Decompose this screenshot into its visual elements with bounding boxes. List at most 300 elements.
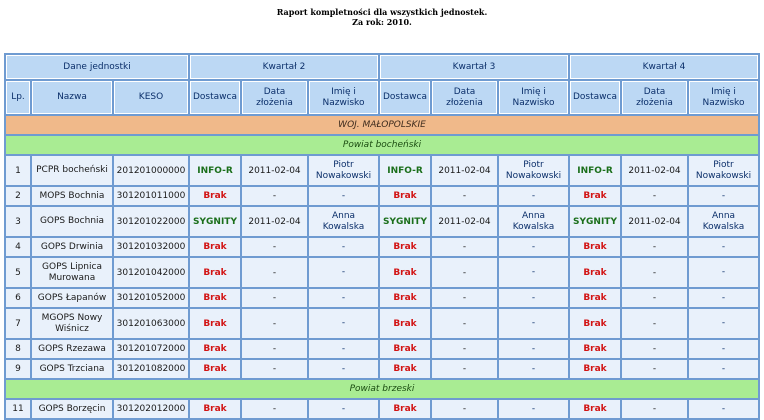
- unit-name-cell-text: GOPS Bochnia: [39, 216, 105, 226]
- person-cell: [499, 238, 568, 256]
- date-cell-text: 2011-02-04: [438, 216, 491, 227]
- supplier-cell: [380, 187, 430, 205]
- person-cell: [499, 400, 568, 418]
- lp-cell-text: 3: [15, 216, 21, 227]
- date-cell-text: -: [462, 293, 467, 303]
- header-dostawca: [570, 81, 620, 114]
- unit-name-cell-text: GOPS Rzezawa: [38, 343, 106, 354]
- header-dostawca-text: Dostawca: [383, 92, 427, 102]
- powiat-row: [6, 380, 758, 398]
- date-cell: [622, 258, 687, 287]
- person-cell: [689, 258, 758, 287]
- header-keso: [114, 81, 188, 114]
- person-cell: [499, 309, 568, 338]
- date-cell-text: 2011-02-04: [248, 165, 301, 176]
- unit-name-cell: [32, 289, 112, 307]
- date-cell-text: -: [272, 318, 277, 329]
- date-cell: [622, 340, 687, 358]
- supplier-cell-text: Brak: [203, 318, 227, 329]
- date-cell-text: -: [272, 293, 277, 303]
- header-imie-nazwisko: [309, 81, 378, 114]
- table-row: [6, 400, 758, 418]
- supplier-cell: [380, 309, 430, 338]
- supplier-cell: [190, 400, 240, 418]
- person-cell-text: -: [721, 363, 726, 374]
- person-cell-text: Kowalska: [512, 221, 555, 232]
- supplier-cell: [190, 238, 240, 256]
- person-cell: [309, 400, 378, 418]
- table-body: [6, 116, 758, 418]
- region-label: [6, 116, 758, 134]
- keso-cell-text: 301202012000: [116, 404, 186, 414]
- region-row: [6, 116, 758, 134]
- completeness-table: [4, 53, 760, 420]
- supplier-cell-text: SYGNITY: [383, 216, 427, 227]
- header-data-zlozenia-text: złożenia: [636, 97, 673, 108]
- header-lp: [6, 81, 30, 114]
- lp-cell-text: 1: [15, 165, 21, 176]
- header-data-zlozenia-text: złożenia: [446, 97, 483, 108]
- table-row: [6, 207, 758, 236]
- person-cell-text: Piotr: [523, 159, 544, 170]
- unit-name-cell: [32, 207, 112, 236]
- header-data-zlozenia-text: złożenia: [256, 97, 293, 108]
- region-label-text: WOJ. MAŁOPOLSKIE: [338, 120, 426, 130]
- header-data-zlozenia-text: Data: [643, 86, 666, 97]
- keso-cell-text: 301201052000: [116, 293, 186, 303]
- header-dostawca: [190, 81, 240, 114]
- supplier-cell: [570, 360, 620, 378]
- person-cell: [499, 340, 568, 358]
- supplier-cell-text: Brak: [583, 267, 607, 278]
- supplier-cell-text: INFO-R: [387, 165, 423, 176]
- keso-cell: [114, 289, 188, 307]
- table-row: [6, 238, 758, 256]
- supplier-cell-text: Brak: [393, 267, 417, 278]
- keso-cell-text: 301201072000: [116, 344, 186, 354]
- person-cell-text: Anna: [521, 210, 546, 221]
- person-cell-text: -: [531, 241, 536, 252]
- person-cell-text: -: [531, 403, 536, 414]
- person-cell-text: Nowakowski: [695, 170, 752, 181]
- person-cell-text: -: [721, 292, 726, 303]
- date-cell: [432, 309, 497, 338]
- person-cell: [499, 289, 568, 307]
- person-cell: [309, 360, 378, 378]
- date-cell-text: 2011-02-04: [438, 165, 491, 176]
- header-data-zlozenia-text: Data: [453, 86, 476, 97]
- person-cell-text: -: [341, 403, 346, 414]
- header-imie-nazwisko-text: Imię i: [711, 86, 736, 97]
- keso-cell: [114, 207, 188, 236]
- unit-name-cell: [32, 360, 112, 378]
- supplier-cell-text: INFO-R: [577, 165, 613, 176]
- lp-cell: [6, 309, 30, 338]
- header-imie-nazwisko-text: Nazwisko: [512, 97, 555, 108]
- date-cell: [622, 400, 687, 418]
- lp-cell: [6, 258, 30, 287]
- date-cell: [622, 156, 687, 185]
- header-dostawca: [380, 81, 430, 114]
- supplier-cell: [190, 207, 240, 236]
- supplier-cell: [380, 289, 430, 307]
- supplier-cell: [570, 156, 620, 185]
- supplier-cell: [190, 258, 240, 287]
- date-cell-text: -: [272, 344, 277, 354]
- header-imie-nazwisko: [689, 81, 758, 114]
- table-row: [6, 360, 758, 378]
- unit-name-cell: [32, 258, 112, 287]
- person-cell-text: -: [341, 241, 346, 252]
- person-cell-text: -: [341, 363, 346, 374]
- supplier-cell: [570, 207, 620, 236]
- date-cell: [432, 207, 497, 236]
- person-cell-text: -: [721, 403, 726, 414]
- person-cell-text: -: [531, 267, 536, 277]
- supplier-cell-text: Brak: [203, 364, 227, 374]
- lp-cell: [6, 340, 30, 358]
- person-cell: [499, 360, 568, 378]
- table-row: [6, 258, 758, 287]
- supplier-cell: [570, 238, 620, 256]
- keso-cell-text: 301201082000: [116, 364, 186, 374]
- person-cell-text: -: [721, 318, 726, 328]
- table-row: [6, 340, 758, 358]
- header-imie-nazwisko-text: Imię i: [521, 86, 546, 97]
- lp-cell-text: 5: [15, 267, 21, 278]
- supplier-cell: [570, 340, 620, 358]
- date-cell: [432, 340, 497, 358]
- supplier-cell: [190, 187, 240, 205]
- supplier-cell-text: SYGNITY: [573, 216, 617, 227]
- lp-cell: [6, 156, 30, 185]
- supplier-cell-text: Brak: [203, 344, 227, 354]
- keso-cell: [114, 340, 188, 358]
- supplier-cell-text: Brak: [203, 267, 227, 278]
- person-cell-text: -: [341, 190, 346, 201]
- person-cell-text: Piotr: [713, 159, 734, 170]
- lp-cell-text: 6: [15, 293, 21, 303]
- header-quarter-3: Kwartał 3: [380, 55, 568, 79]
- person-cell-text: Anna: [331, 210, 356, 221]
- date-cell-text: -: [272, 267, 277, 278]
- person-cell: [309, 309, 378, 338]
- header-nazwa: [32, 81, 112, 114]
- date-cell-text: -: [462, 318, 467, 329]
- supplier-cell: [380, 207, 430, 236]
- header-quarter-4: Kwartał 4: [570, 55, 758, 79]
- date-cell-text: -: [272, 364, 277, 374]
- person-cell: [309, 289, 378, 307]
- date-cell-text: 2011-02-04: [628, 165, 681, 176]
- supplier-cell: [190, 360, 240, 378]
- person-cell-text: -: [721, 267, 726, 277]
- table-row: [6, 187, 758, 205]
- date-cell: [432, 156, 497, 185]
- header-nazwa-text: Nazwa: [57, 92, 87, 102]
- unit-name-cell-text: GOPS Łapanów: [37, 292, 107, 303]
- person-cell: [689, 238, 758, 256]
- header-unit-data: Dane jednostki: [6, 55, 188, 79]
- person-cell: [689, 289, 758, 307]
- report-title: [0, 7, 764, 27]
- date-cell: [242, 289, 307, 307]
- unit-name-cell-text: PCPR bocheński: [36, 165, 108, 175]
- person-cell-text: Kowalska: [322, 221, 365, 232]
- unit-name-cell: [32, 400, 112, 418]
- supplier-cell: [570, 400, 620, 418]
- table-row: [6, 156, 758, 185]
- lp-cell: [6, 360, 30, 378]
- date-cell: [242, 360, 307, 378]
- unit-name-cell-text: MOPS Bochnia: [39, 190, 105, 201]
- date-cell-text: -: [462, 191, 467, 201]
- unit-name-cell-text: GOPS Lipnica: [42, 261, 102, 272]
- supplier-cell: [190, 309, 240, 338]
- date-cell: [242, 238, 307, 256]
- header-data-zlozenia: [242, 81, 307, 114]
- person-cell: [689, 309, 758, 338]
- person-cell: [689, 156, 758, 185]
- person-cell: [689, 400, 758, 418]
- header-data-zlozenia-text: Data: [263, 86, 286, 97]
- lp-cell-text: 2: [15, 191, 21, 201]
- person-cell: [309, 207, 378, 236]
- person-cell-text: Anna: [711, 210, 736, 221]
- supplier-cell-text: Brak: [583, 191, 607, 201]
- date-cell-text: -: [652, 242, 657, 252]
- date-cell: [622, 309, 687, 338]
- header-data-zlozenia: [622, 81, 687, 114]
- person-cell: [309, 258, 378, 287]
- person-cell-text: -: [721, 241, 726, 252]
- person-cell-text: -: [531, 190, 536, 201]
- date-cell-text: -: [652, 293, 657, 303]
- date-cell: [242, 258, 307, 287]
- header-dostawca-text: Dostawca: [573, 92, 617, 102]
- person-cell: [499, 258, 568, 287]
- date-cell: [432, 400, 497, 418]
- date-cell: [432, 238, 497, 256]
- keso-cell: [114, 156, 188, 185]
- lp-cell: [6, 289, 30, 307]
- header-data-zlozenia: [432, 81, 497, 114]
- supplier-cell-text: Brak: [203, 191, 227, 201]
- supplier-cell-text: Brak: [203, 242, 227, 252]
- powiat-label: [6, 380, 758, 398]
- person-cell-text: Piotr: [333, 159, 354, 170]
- header-column-row: [6, 81, 758, 114]
- person-cell: [309, 187, 378, 205]
- date-cell-text: -: [462, 344, 467, 354]
- keso-cell: [114, 309, 188, 338]
- supplier-cell-text: Brak: [583, 318, 607, 329]
- supplier-cell: [190, 289, 240, 307]
- date-cell: [242, 340, 307, 358]
- keso-cell-text: 301201032000: [116, 242, 186, 252]
- keso-cell: [114, 238, 188, 256]
- lp-cell: [6, 207, 30, 236]
- powiat-label-text: Powiat brzeski: [349, 384, 415, 394]
- supplier-cell: [380, 360, 430, 378]
- supplier-cell-text: INFO-R: [197, 165, 233, 176]
- supplier-cell-text: Brak: [583, 293, 607, 303]
- header-imie-nazwisko: [499, 81, 568, 114]
- unit-name-cell-text: Murowana: [48, 272, 96, 283]
- supplier-cell-text: Brak: [583, 364, 607, 374]
- supplier-cell: [380, 258, 430, 287]
- lp-cell-text: 7: [15, 318, 21, 329]
- person-cell-text: -: [721, 343, 726, 354]
- person-cell: [309, 238, 378, 256]
- header-dostawca-text: Dostawca: [193, 92, 237, 102]
- date-cell-text: -: [272, 242, 277, 252]
- unit-name-cell: [32, 309, 112, 338]
- person-cell-text: -: [341, 267, 346, 277]
- unit-name-cell: [32, 238, 112, 256]
- supplier-cell: [380, 340, 430, 358]
- supplier-cell: [380, 400, 430, 418]
- person-cell-text: -: [531, 363, 536, 374]
- date-cell-text: -: [462, 364, 467, 374]
- date-cell-text: -: [272, 191, 277, 201]
- person-cell-text: -: [531, 318, 536, 328]
- supplier-cell-text: Brak: [393, 242, 417, 252]
- person-cell-text: -: [531, 343, 536, 354]
- supplier-cell-text: Brak: [583, 344, 607, 354]
- person-cell-text: Kowalska: [702, 221, 745, 232]
- date-cell: [432, 258, 497, 287]
- person-cell-text: Nowakowski: [505, 170, 562, 181]
- date-cell: [622, 360, 687, 378]
- report-title-line1: Raport kompletności dla wszystkich jednostek.: [276, 7, 488, 17]
- header-keso-text: KESO: [138, 92, 164, 102]
- supplier-cell-text: SYGNITY: [193, 216, 237, 227]
- supplier-cell: [570, 309, 620, 338]
- table-row: [6, 309, 758, 338]
- lp-cell-text: 9: [15, 364, 21, 374]
- supplier-cell: [570, 258, 620, 287]
- unit-name-cell-text: MGOPS Nowy: [41, 312, 103, 323]
- date-cell: [242, 156, 307, 185]
- header-imie-nazwisko-text: Imię i: [331, 86, 356, 97]
- person-cell: [499, 156, 568, 185]
- date-cell-text: 2011-02-04: [248, 216, 301, 227]
- date-cell: [622, 207, 687, 236]
- header-quarter-2: Kwartał 2: [190, 55, 378, 79]
- person-cell-text: -: [341, 318, 346, 328]
- supplier-cell: [570, 187, 620, 205]
- header-lp-text: Lp.: [11, 92, 25, 102]
- supplier-cell: [380, 238, 430, 256]
- supplier-cell-text: Brak: [393, 344, 417, 354]
- person-cell-text: Nowakowski: [315, 170, 372, 181]
- unit-name-cell-text: GOPS Drwinia: [40, 241, 104, 252]
- supplier-cell-text: Brak: [203, 293, 227, 303]
- header-imie-nazwisko-text: Nazwisko: [702, 97, 745, 108]
- supplier-cell: [190, 340, 240, 358]
- supplier-cell-text: Brak: [393, 364, 417, 374]
- supplier-cell-text: Brak: [203, 404, 227, 414]
- date-cell-text: -: [652, 191, 657, 201]
- keso-cell-text: 301201011000: [116, 191, 186, 201]
- person-cell-text: -: [341, 292, 346, 303]
- keso-cell: [114, 400, 188, 418]
- person-cell: [309, 156, 378, 185]
- date-cell: [432, 360, 497, 378]
- unit-name-cell: [32, 187, 112, 205]
- date-cell: [622, 187, 687, 205]
- lp-cell: [6, 400, 30, 418]
- report-title-year: Za rok: 2010.: [352, 17, 412, 27]
- supplier-cell-text: Brak: [393, 318, 417, 329]
- lp-cell-text: 8: [15, 344, 21, 354]
- person-cell-text: -: [531, 292, 536, 303]
- unit-name-cell-text: GOPS Borzęcin: [38, 403, 106, 414]
- keso-cell: [114, 258, 188, 287]
- table-header: [6, 55, 758, 114]
- lp-cell: [6, 238, 30, 256]
- person-cell: [689, 187, 758, 205]
- date-cell: [622, 238, 687, 256]
- person-cell: [689, 207, 758, 236]
- date-cell-text: -: [652, 404, 657, 414]
- person-cell: [689, 340, 758, 358]
- keso-cell-text: 301201042000: [116, 267, 186, 278]
- date-cell-text: -: [652, 344, 657, 354]
- date-cell: [432, 187, 497, 205]
- lp-cell: [6, 187, 30, 205]
- header-group-row: [6, 55, 758, 79]
- keso-cell-text: 301201022000: [116, 216, 186, 227]
- unit-name-cell: [32, 340, 112, 358]
- powiat-label-text: Powiat bocheński: [342, 140, 422, 150]
- date-cell-text: -: [652, 318, 657, 329]
- person-cell: [689, 360, 758, 378]
- supplier-cell-text: Brak: [393, 404, 417, 414]
- supplier-cell: [380, 156, 430, 185]
- person-cell: [309, 340, 378, 358]
- supplier-cell-text: Brak: [583, 404, 607, 414]
- date-cell-text: -: [462, 404, 467, 414]
- date-cell: [432, 289, 497, 307]
- supplier-cell: [570, 289, 620, 307]
- date-cell-text: -: [462, 267, 467, 278]
- date-cell-text: -: [272, 404, 277, 414]
- supplier-cell-text: Brak: [393, 191, 417, 201]
- keso-cell-text: 301201063000: [116, 318, 186, 329]
- date-cell: [242, 187, 307, 205]
- supplier-cell: [190, 156, 240, 185]
- keso-cell: [114, 187, 188, 205]
- person-cell: [499, 207, 568, 236]
- person-cell-text: -: [341, 343, 346, 354]
- lp-cell-text: 4: [15, 242, 21, 252]
- date-cell-text: -: [652, 364, 657, 374]
- powiat-row: [6, 136, 758, 154]
- date-cell: [622, 289, 687, 307]
- date-cell: [242, 400, 307, 418]
- person-cell-text: -: [721, 190, 726, 201]
- keso-cell-text: 201201000000: [116, 165, 186, 176]
- supplier-cell-text: Brak: [393, 293, 417, 303]
- keso-cell: [114, 360, 188, 378]
- person-cell: [499, 187, 568, 205]
- date-cell: [242, 207, 307, 236]
- date-cell-text: -: [652, 267, 657, 278]
- unit-name-cell-text: GOPS Trzciana: [39, 363, 105, 374]
- unit-name-cell: [32, 156, 112, 185]
